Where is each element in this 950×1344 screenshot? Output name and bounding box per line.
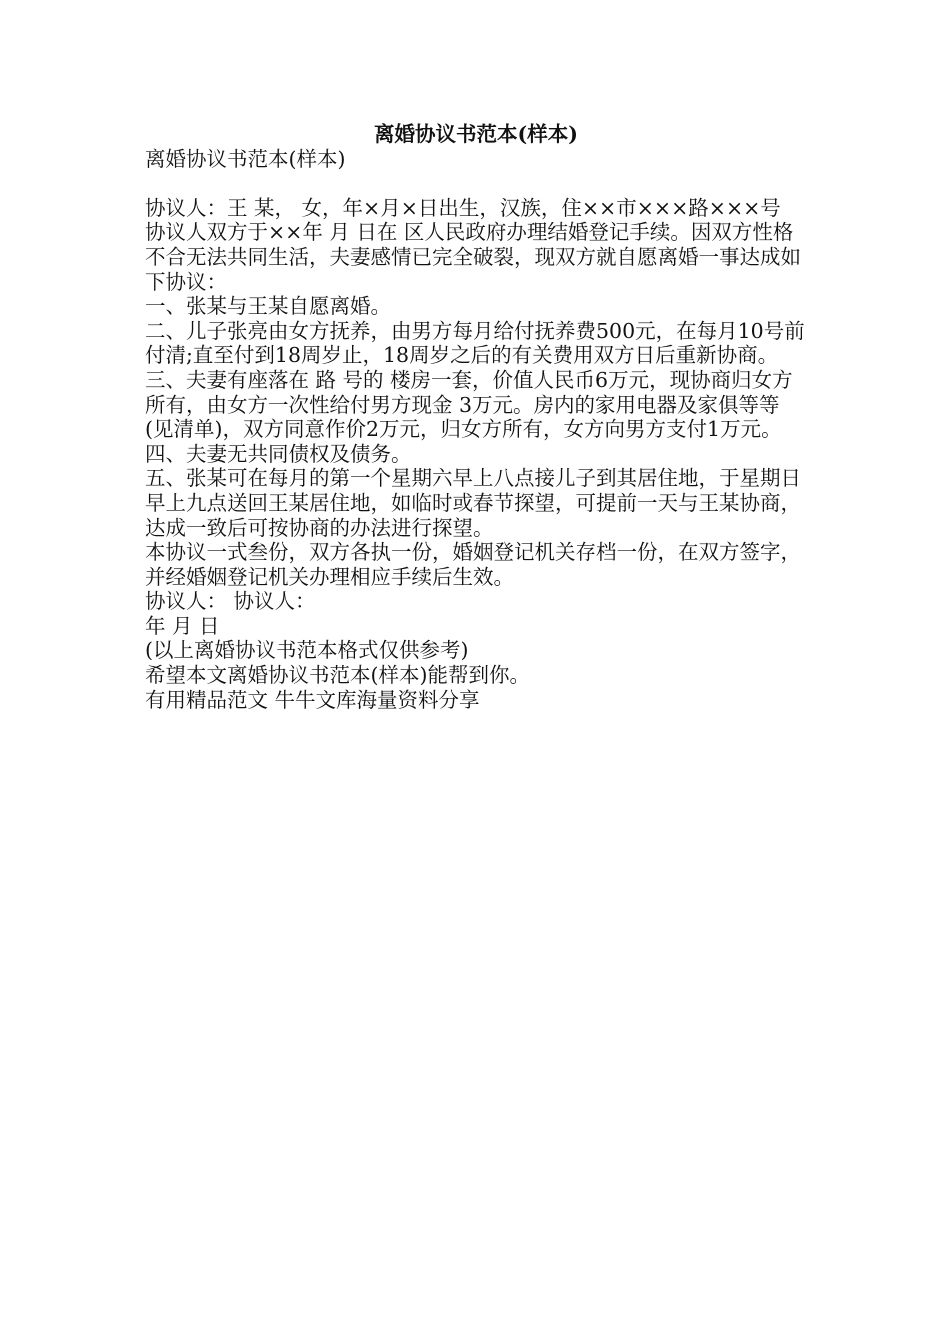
clause-2: 二、儿子张亮由女方抚养，由男方每月给付抚养费500元，在每月10号前付清;直至付到18周岁止，18周岁之后的有关费用双方日后重新协商。 <box>145 318 805 368</box>
reference-note: (以上离婚协议书范本格式仅供参考) <box>145 638 469 663</box>
footer-line: 有用精品范文 牛牛文库海量资料分享 <box>145 687 480 712</box>
effect-clause: 本协议一式叁份，双方各执一份，婚姻登记机关存档一份，在双方签字，并经婚姻登记机关办理相应手续后生效。 <box>145 540 801 589</box>
date-line: 年 月 日 <box>145 613 220 638</box>
document-body <box>145 122 807 712</box>
document-title: 离婚协议书范本(样本) <box>374 122 578 146</box>
closing-line: 希望本文离婚协议书范本(样本)能帮到你。 <box>145 663 530 688</box>
clause-1: 一、张某与王某自愿离婚。 <box>145 294 391 319</box>
signature-line: 协议人： 协议人： <box>145 589 316 614</box>
party-line: 协议人：王 某， 女，年×月×日出生，汉族，住××市×××路×××号 <box>145 195 781 220</box>
blank-line <box>145 171 807 196</box>
document-subtitle: 离婚协议书范本(样本) <box>145 146 346 171</box>
clause-5: 五、张某可在每月的第一个星期六早上八点接儿子到其居住地，于星期日早上九点送回王某居住地，如临时或春节探望，可提前一天与王某协商，达成一致后可按协商的办法进行探望。 <box>145 466 801 540</box>
clause-4: 四、夫妻无共同债权及债务。 <box>145 441 412 466</box>
clause-3: 三、夫妻有座落在 路 号的 楼房一套，价值人民币6万元，现协商归女方所有，由女方一次性给付男方现金 3万元。房内的家用电器及家俱等等(见清单)，双方同意作价2万元，归女方所有，女方向男方支付1万元。 <box>145 367 793 442</box>
preamble-paragraph: 协议人双方于××年 月 日在 区人民政府办理结婚登记手续。因双方性格不合无法共同生活，夫妻感情已完全破裂，现双方就自愿离婚一事达成如下协议： <box>145 220 801 294</box>
